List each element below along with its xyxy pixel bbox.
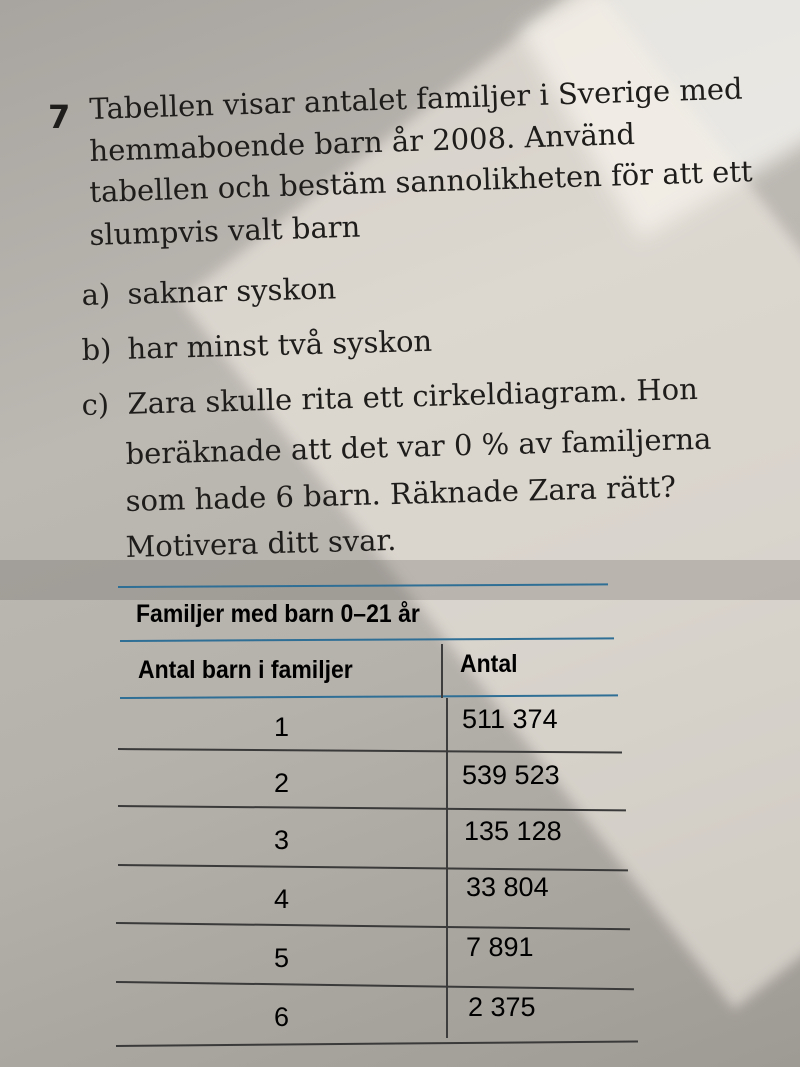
count-cell: 135 128 [464,816,562,846]
header-rule [120,694,618,699]
row-rule [116,981,634,990]
part-a-label: a) [81,277,111,312]
children-cell: 5 [274,943,290,973]
table-title: Familjer med barn 0–21 år [136,600,420,628]
part-a-text: saknar syskon [127,271,337,311]
header-children: Antal barn i familjer [138,656,353,684]
children-cell: 1 [274,712,290,742]
part-c-text-4: Motivera ditt svar. [125,522,397,564]
row-rule [116,922,630,930]
part-c-text-3: som hade 6 barn. Räknade Zara rätt? [125,469,677,518]
title-rule [120,637,614,642]
row-rule [118,748,622,754]
row-rule [118,805,626,811]
intro-line-2: hemmaboende barn år 2008. Använd [88,116,636,168]
count-cell: 33 804 [466,872,549,902]
intro-line-1: Tabellen visar antalet familjer i Sverige med [88,71,744,126]
children-cell: 6 [274,1002,290,1032]
count-cell: 2 375 [468,992,536,1022]
part-b-text: har minst två syskon [127,323,433,366]
intro-line-3: tabellen och bestäm sannolikheten för att ett [88,154,754,209]
count-cell: 511 374 [462,704,558,734]
part-c-label: c) [81,387,110,422]
part-c-text-1: Zara skulle rita ett cirkeldiagram. Hon [127,371,699,421]
table-top-rule [118,583,608,588]
children-cell: 3 [274,825,290,855]
row-rule [118,864,628,871]
intro-line-4: slumpvis valt barn [88,209,361,252]
row-rule [116,1040,638,1047]
children-cell: 4 [274,884,290,914]
question-number: 7 [48,98,71,136]
header-divider [441,644,443,698]
part-b-label: b) [81,332,112,367]
count-cell: 539 523 [462,760,560,790]
header-count: Antal [460,650,518,678]
part-c-text-2: beräknade att det var 0 % av familjerna [125,421,712,471]
count-cell: 7 891 [466,932,534,962]
children-cell: 2 [274,768,290,798]
